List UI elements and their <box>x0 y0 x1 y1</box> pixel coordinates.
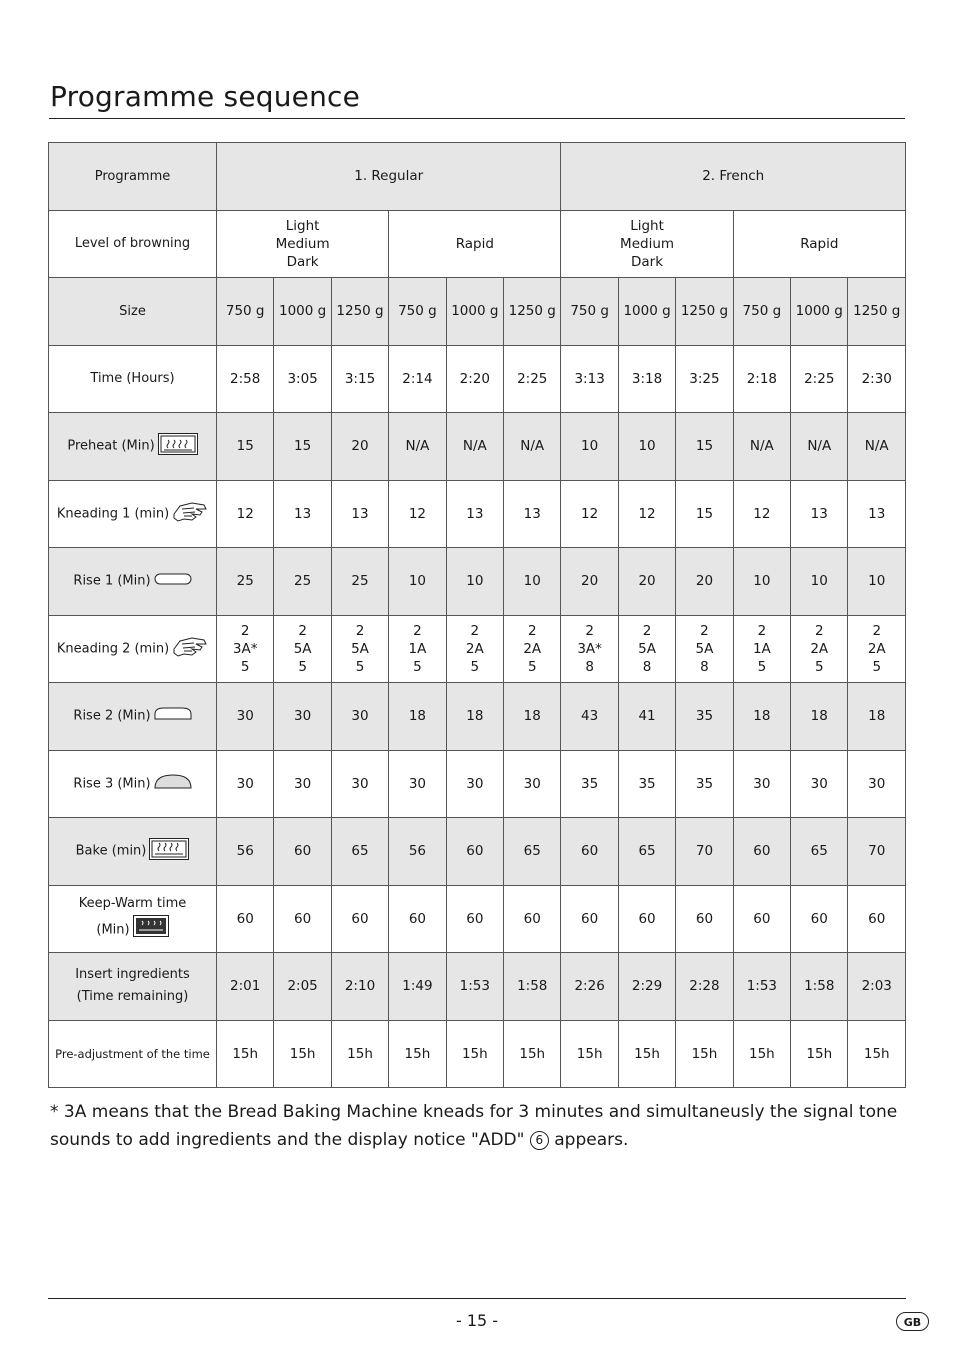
keep-warm-time-min-label-line: (Min) <box>96 922 130 938</box>
rise-2-min-value: 18 <box>848 683 906 751</box>
kneading-hand-icon <box>172 635 208 663</box>
rise-3-min-value: 30 <box>791 750 848 818</box>
preheat-min-value: 15 <box>274 413 331 481</box>
kneading-2-min-row <box>49 615 906 683</box>
size-cell: 1000 g <box>274 278 331 346</box>
pre-adjustment-of-the-time-value: 15h <box>791 1020 848 1088</box>
rise-2-min-value: 30 <box>217 683 274 751</box>
bake-min-label-cell <box>49 818 217 886</box>
kneading-2-min-value <box>848 615 906 683</box>
insert-ingredients-time-remaining-value: 2:28 <box>676 953 733 1021</box>
insert-ingredients-time-remaining-row <box>49 953 906 1021</box>
programme-regular: 1. Regular <box>217 143 561 211</box>
time-hours-value: 2:58 <box>217 345 274 413</box>
keep-warm-time-min-row <box>49 885 906 953</box>
pre-adjustment-of-the-time-value: 15h <box>389 1020 446 1088</box>
bake-min-value: 65 <box>504 818 561 886</box>
bake-min-value: 60 <box>446 818 503 886</box>
size-label: Size <box>49 278 217 346</box>
footnote <box>50 1098 910 1154</box>
preheat-min-row <box>49 413 906 481</box>
rise-2-min-value: 18 <box>791 683 848 751</box>
kneading-2-min-value-line: 2 <box>527 622 537 639</box>
kneading-2-min-value-line: 8 <box>700 658 709 675</box>
pre-adjustment-of-the-time-value: 15h <box>446 1020 503 1088</box>
preheat-min-value: N/A <box>389 413 446 481</box>
rise-3-min-value: 30 <box>331 750 388 818</box>
insert-ingredients-time-remaining-value: 2:26 <box>561 953 618 1021</box>
title-divider <box>49 118 905 119</box>
kneading-2-min-value-line: 2 <box>757 622 767 639</box>
kneading-2-min-value <box>618 615 675 683</box>
kneading-1-min-row <box>49 480 906 548</box>
programme-label: Programme <box>49 143 217 211</box>
preheat-min-value: N/A <box>848 413 906 481</box>
kneading-2-min-value-line: 2A <box>523 640 542 657</box>
kneading-2-min-value-line: 2 <box>298 622 307 639</box>
rise-2-min-value: 18 <box>733 683 790 751</box>
kneading-1-min-value: 12 <box>217 480 274 548</box>
pre-adjustment-of-the-time-value: 15h <box>274 1020 331 1088</box>
keep-warm-time-min-value: 60 <box>791 885 848 953</box>
preheat-min-label-cell <box>49 413 217 481</box>
page-number: - 15 - <box>455 1311 499 1330</box>
rise-3-min-value: 35 <box>618 750 675 818</box>
kneading-2-min-value-line: 5 <box>240 658 250 675</box>
keep-warm-time-min-label-line: Keep-Warm time <box>78 895 187 911</box>
time-hours-value: 2:20 <box>446 345 503 413</box>
insert-ingredients-time-remaining-label-line: Insert ingredients <box>75 967 190 983</box>
insert-ingredients-time-remaining-label-line: (Time remaining) <box>76 989 189 1005</box>
kneading-2-min-value-line: 5 <box>298 658 307 675</box>
keep-warm-time-min-label-cell <box>49 885 217 953</box>
kneading-1-min-label: Kneading 1 (min) <box>56 506 170 522</box>
kneading-2-min-label: Kneading 2 (min) <box>56 641 170 657</box>
browning-row <box>49 210 906 278</box>
rise-2-min-value: 43 <box>561 683 618 751</box>
rise-1-min-label: Rise 1 (Min) <box>73 573 151 589</box>
rise-2-min-value: 18 <box>389 683 446 751</box>
kneading-2-min-value-line: 2 <box>413 622 422 639</box>
add-reference-number: 6 <box>530 1131 549 1150</box>
bake-min-value: 70 <box>676 818 733 886</box>
kneading-1-min-value: 13 <box>274 480 331 548</box>
size-cell: 1000 g <box>618 278 675 346</box>
rise-1-min-value: 25 <box>331 548 388 616</box>
pre-adjustment-of-the-time-value: 15h <box>504 1020 561 1088</box>
kneading-hand-icon <box>172 500 208 528</box>
kneading-2-min-value <box>446 615 503 683</box>
size-cell: 1250 g <box>504 278 561 346</box>
kneading-2-min-value-line: 5 <box>470 658 480 675</box>
kneading-2-min-value-line: 5 <box>527 658 537 675</box>
browning-normal-french <box>561 210 733 278</box>
time-hours-value: 2:18 <box>733 345 790 413</box>
bake-min-value: 70 <box>848 818 906 886</box>
size-cell: 1000 g <box>791 278 848 346</box>
kneading-2-min-value-line: 2 <box>470 622 480 639</box>
keep-warm-time-min-value: 60 <box>274 885 331 953</box>
time-hours-value: 3:15 <box>331 345 388 413</box>
browning-label: Level of browning <box>49 210 217 278</box>
kneading-2-min-value-line: 5 <box>814 658 824 675</box>
time-hours-value: 2:25 <box>504 345 561 413</box>
programme-table <box>48 142 906 1088</box>
kneading-2-min-value-line: 5A <box>695 640 714 657</box>
keep-warm-time-min-value: 60 <box>676 885 733 953</box>
size-cell: 750 g <box>561 278 618 346</box>
pre-adjustment-of-the-time-label-cell <box>49 1020 217 1088</box>
kneading-2-min-value <box>331 615 388 683</box>
language-badge: GB <box>896 1312 929 1331</box>
pre-adjustment-of-the-time-value: 15h <box>848 1020 906 1088</box>
kneading-2-min-value-line: 5A <box>351 640 369 657</box>
insert-ingredients-time-remaining-value: 1:58 <box>791 953 848 1021</box>
preheat-min-label: Preheat (Min) <box>67 438 155 454</box>
footnote-text: * 3A means that the Bread Baking Machine kneads for 3 minutes and simultaneusly the signal tone sounds to add ingredients and the display notice "ADD" <box>50 1102 898 1150</box>
programme-row <box>49 143 906 211</box>
rise-1-min-value: 20 <box>618 548 675 616</box>
rise-1-min-value: 25 <box>274 548 331 616</box>
bake-min-value: 65 <box>618 818 675 886</box>
browning-light: Light <box>285 217 320 234</box>
pre-adjustment-of-the-time-value: 15h <box>561 1020 618 1088</box>
preheat-icon <box>158 433 198 459</box>
kneading-2-min-value-line: 2 <box>700 622 709 639</box>
kneading-1-min-value: 12 <box>733 480 790 548</box>
rise-3-min-value: 35 <box>676 750 733 818</box>
time-hours-value: 2:25 <box>791 345 848 413</box>
insert-ingredients-time-remaining-value: 2:05 <box>274 953 331 1021</box>
rise-1-min-value: 20 <box>561 548 618 616</box>
rise-2-min-value: 30 <box>331 683 388 751</box>
time-hours-label-cell <box>49 345 217 413</box>
kneading-1-min-value: 12 <box>618 480 675 548</box>
kneading-1-min-value: 13 <box>848 480 906 548</box>
kneading-2-min-value <box>217 615 274 683</box>
kneading-1-min-value: 12 <box>389 480 446 548</box>
kneading-2-min-value <box>389 615 446 683</box>
bake-min-value: 65 <box>791 818 848 886</box>
rise-1-min-value: 10 <box>848 548 906 616</box>
rise-3-min-value: 35 <box>561 750 618 818</box>
rise-1-min-value: 25 <box>217 548 274 616</box>
insert-ingredients-time-remaining-value: 1:49 <box>389 953 446 1021</box>
kneading-1-min-label-cell <box>49 480 217 548</box>
keep-warm-time-min-value: 60 <box>389 885 446 953</box>
kneading-2-min-value <box>504 615 561 683</box>
insert-ingredients-time-remaining-value: 1:53 <box>733 953 790 1021</box>
bake-min-value: 60 <box>274 818 331 886</box>
bake-min-value: 60 <box>561 818 618 886</box>
kneading-1-min-value: 13 <box>504 480 561 548</box>
keep-warm-time-min-value: 60 <box>561 885 618 953</box>
browning-medium: Medium <box>620 235 675 252</box>
pre-adjustment-of-the-time-value: 15h <box>618 1020 675 1088</box>
size-row <box>49 278 906 346</box>
browning-normal-regular <box>217 210 389 278</box>
bake-min-row <box>49 818 906 886</box>
kneading-1-min-value: 13 <box>446 480 503 548</box>
time-hours-value: 3:18 <box>618 345 675 413</box>
kneading-2-min-value <box>733 615 790 683</box>
bake-icon <box>149 838 189 864</box>
rise-3-min-value: 30 <box>733 750 790 818</box>
preheat-min-value: N/A <box>446 413 503 481</box>
rise-2-min-value: 35 <box>676 683 733 751</box>
time-hours-value: 3:13 <box>561 345 618 413</box>
rise-1-min-value: 10 <box>733 548 790 616</box>
kneading-1-min-value: 12 <box>561 480 618 548</box>
kneading-2-min-value <box>791 615 848 683</box>
page-title: Programme sequence <box>50 80 361 113</box>
size-cell: 1000 g <box>446 278 503 346</box>
kneading-2-min-value <box>274 615 331 683</box>
browning-light: Light <box>630 217 664 234</box>
pre-adjustment-of-the-time-label: Pre-adjustment of the time <box>55 1046 210 1061</box>
bake-min-value: 65 <box>331 818 388 886</box>
rise-1-min-label-cell <box>49 548 217 616</box>
kneading-1-min-value: 13 <box>791 480 848 548</box>
preheat-min-value: 20 <box>331 413 388 481</box>
preheat-min-value: 10 <box>561 413 618 481</box>
time-hours-value: 2:30 <box>848 345 906 413</box>
kneading-2-min-value-line: 3A* <box>232 640 258 657</box>
bake-min-value: 56 <box>389 818 446 886</box>
kneading-2-min-value-line: 8 <box>642 658 652 675</box>
kneading-2-min-value-line: 2 <box>355 622 365 639</box>
kneading-2-min-value-line: 2A <box>867 640 886 657</box>
time-hours-value: 2:14 <box>389 345 446 413</box>
bake-min-value: 60 <box>733 818 790 886</box>
rise-2-min-value: 18 <box>446 683 503 751</box>
keep-warm-time-min-value: 60 <box>733 885 790 953</box>
kneading-2-min-value-line: 2 <box>814 622 824 639</box>
kneading-2-min-value-line: 5 <box>355 658 365 675</box>
rise-1-min-value: 10 <box>504 548 561 616</box>
kneading-2-min-value-line: 5A <box>638 640 656 657</box>
insert-ingredients-time-remaining-value: 1:58 <box>504 953 561 1021</box>
rise-dome-icon <box>154 773 192 795</box>
rise-1-min-value: 10 <box>791 548 848 616</box>
kneading-2-min-label-cell <box>49 615 217 683</box>
kneading-2-min-value-line: 5 <box>757 658 767 675</box>
keep-warm-time-min-value: 60 <box>618 885 675 953</box>
browning-dark: Dark <box>286 253 319 270</box>
kneading-2-min-value-line: 2A <box>810 640 829 657</box>
kneading-2-min-value-line: 2A <box>465 640 484 657</box>
kneading-2-min-value-line: 2 <box>240 622 250 639</box>
size-cell: 750 g <box>217 278 274 346</box>
rise-1-min-row <box>49 548 906 616</box>
pre-adjustment-of-the-time-value: 15h <box>217 1020 274 1088</box>
kneading-2-min-value <box>561 615 618 683</box>
insert-ingredients-time-remaining-value: 2:29 <box>618 953 675 1021</box>
kneading-2-min-value <box>676 615 733 683</box>
rise-3-min-label-cell <box>49 750 217 818</box>
insert-ingredients-time-remaining-label-cell <box>49 953 217 1021</box>
kneading-2-min-value-line: 2 <box>585 622 594 639</box>
rise-3-min-value: 30 <box>217 750 274 818</box>
rise-medium-icon <box>154 706 192 726</box>
preheat-min-value: 15 <box>217 413 274 481</box>
pre-adjustment-of-the-time-value: 15h <box>676 1020 733 1088</box>
insert-ingredients-time-remaining-value: 1:53 <box>446 953 503 1021</box>
size-cell: 750 g <box>389 278 446 346</box>
pre-adjustment-of-the-time-value: 15h <box>733 1020 790 1088</box>
insert-ingredients-time-remaining-value: 2:03 <box>848 953 906 1021</box>
kneading-2-min-value-line: 5A <box>293 640 312 657</box>
kneading-2-min-value-line: 1A <box>408 640 427 657</box>
footnote-text-end: appears. <box>548 1130 629 1150</box>
kneading-2-min-value-line: 2 <box>872 622 882 639</box>
rise-3-min-value: 30 <box>446 750 503 818</box>
kneading-2-min-value-line: 2 <box>642 622 652 639</box>
browning-rapid-french: Rapid <box>733 210 905 278</box>
rise-2-min-row <box>49 683 906 751</box>
preheat-min-value: N/A <box>733 413 790 481</box>
keep-warm-time-min-value: 60 <box>848 885 906 953</box>
insert-ingredients-time-remaining-value: 2:01 <box>217 953 274 1021</box>
footer-divider <box>48 1298 906 1299</box>
preheat-min-value: 10 <box>618 413 675 481</box>
size-cell: 1250 g <box>848 278 906 346</box>
kneading-2-min-value-line: 1A <box>752 640 771 657</box>
kneading-1-min-value: 13 <box>331 480 388 548</box>
size-cell: 750 g <box>733 278 790 346</box>
rise-1-min-value: 10 <box>446 548 503 616</box>
keep-warm-time-min-value: 60 <box>217 885 274 953</box>
rise-2-min-value: 18 <box>504 683 561 751</box>
programme-french: 2. French <box>561 143 906 211</box>
keep-warm-time-min-label-line-wrap <box>49 915 216 945</box>
preheat-min-value: N/A <box>791 413 848 481</box>
rise-3-min-value: 30 <box>504 750 561 818</box>
pre-adjustment-of-the-time-row <box>49 1020 906 1088</box>
time-hours-value: 3:25 <box>676 345 733 413</box>
rise-2-min-label-cell <box>49 683 217 751</box>
size-cell: 1250 g <box>331 278 388 346</box>
rise-3-min-label: Rise 3 (Min) <box>73 776 151 792</box>
rise-3-min-value: 30 <box>274 750 331 818</box>
kneading-2-min-value-line: 5 <box>872 658 882 675</box>
insert-ingredients-time-remaining-value: 2:10 <box>331 953 388 1021</box>
preheat-min-value: 15 <box>676 413 733 481</box>
preheat-min-value: N/A <box>504 413 561 481</box>
rise-3-min-value: 30 <box>848 750 906 818</box>
kneading-2-min-value-line: 3A* <box>577 640 602 657</box>
pre-adjustment-of-the-time-value: 15h <box>331 1020 388 1088</box>
kneading-1-min-value: 15 <box>676 480 733 548</box>
bake-min-value: 56 <box>217 818 274 886</box>
time-hours-value: 3:05 <box>274 345 331 413</box>
rise-1-min-value: 20 <box>676 548 733 616</box>
keep-warm-time-min-value: 60 <box>446 885 503 953</box>
time-hours-label: Time (Hours) <box>90 371 175 387</box>
bake-min-label: Bake (min) <box>75 843 147 859</box>
rise-2-min-label: Rise 2 (Min) <box>73 708 151 724</box>
rise-2-min-value: 30 <box>274 683 331 751</box>
keep-warm-icon <box>133 915 169 945</box>
rise-flat-icon <box>154 571 192 591</box>
rise-3-min-value: 30 <box>389 750 446 818</box>
browning-dark: Dark <box>631 253 664 270</box>
kneading-2-min-value-line: 5 <box>413 658 422 675</box>
time-hours-row <box>49 345 906 413</box>
kneading-2-min-value-line: 8 <box>585 658 594 675</box>
rise-2-min-value: 41 <box>618 683 675 751</box>
rise-1-min-value: 10 <box>389 548 446 616</box>
browning-rapid-regular: Rapid <box>389 210 561 278</box>
rise-3-min-row <box>49 750 906 818</box>
browning-medium: Medium <box>275 235 330 252</box>
size-cell: 1250 g <box>676 278 733 346</box>
keep-warm-time-min-value: 60 <box>331 885 388 953</box>
keep-warm-time-min-value: 60 <box>504 885 561 953</box>
